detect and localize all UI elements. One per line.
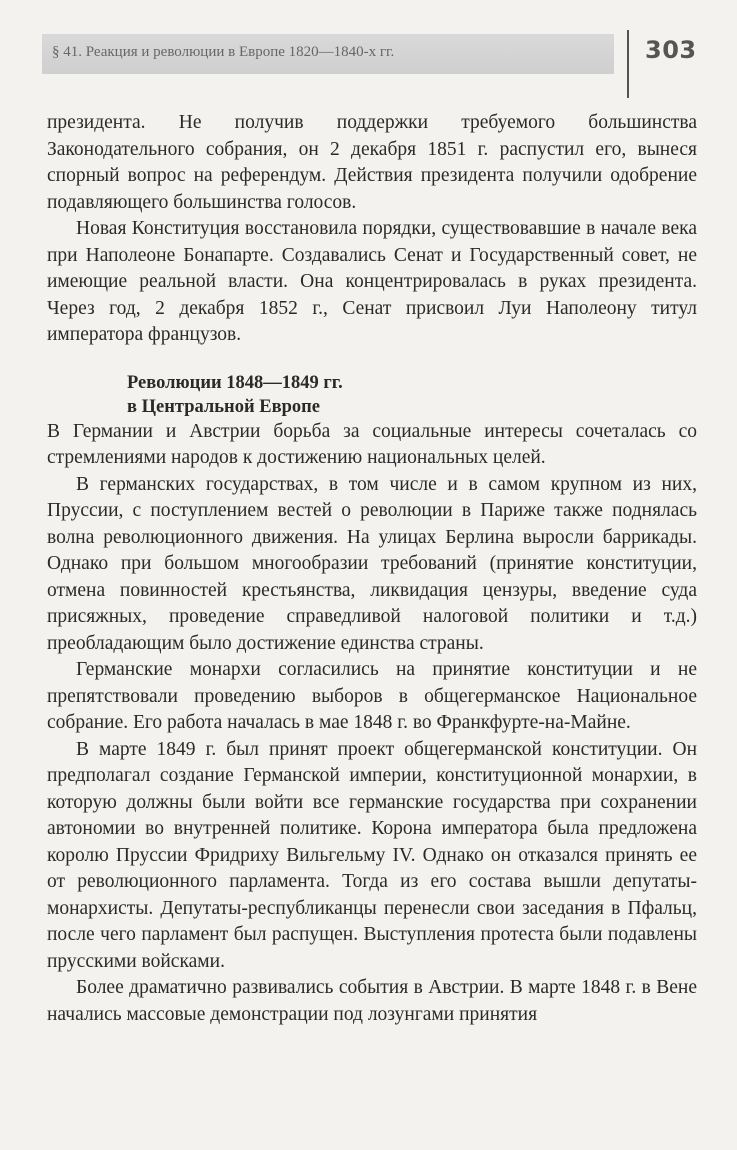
paragraph: президента. Не получив поддержки требуемого большинства Законодательного собрания, он 2 декабря 1851 г. распустил его, вынеся спорный вопрос на референдум. Действия президента получили одобрение подавляющего большинства голосов. — [47, 112, 697, 213]
section-heading-line: в Центральной Европе — [127, 396, 320, 417]
paragraph: Новая Конституция восстановила порядки, существовавшие в начале века при Наполеоне Бонапарте. Создавались Сенат и Государственный совет, не имеющие реальной власти. Она концентрировалась в руках президента. Через год, 2 декабря 1852 г., Сенат присвоил Луи Наполеону титул императора французов. — [47, 218, 697, 345]
body-text — [47, 110, 697, 1028]
page-number: 303 — [645, 36, 697, 64]
header-divider — [627, 30, 629, 98]
section-heading — [127, 371, 697, 419]
paragraph: В германских государствах, в том числе и в самом крупном из них, Пруссии, с поступлением вестей о революции в Париже также поднялась волна революционного движения. На улицах Берлина выросли баррикады. Однако при большом многообразии требований (принятие конституции, отмена повинностей крестьянства, ликвидация цензуры, введение суда присяжных, проведение справедливой налоговой политики и т.д.) преобладающим было достижение единства страны. — [47, 473, 697, 654]
paragraph: В Германии и Австрии борьба за социальные интересы сочеталась со стремлениями народов к достижению национальных целей. — [47, 420, 697, 468]
paragraph: В марте 1849 г. был принят проект общегерманской конституции. Он предполагал создание Германской империи, конституционной монархии, в которую должны были войти все германские государства при сохранении автономии во внутренней политике. Корона императора была предложена королю Пруссии Фридриху Вильгельму IV. Однако он отказался принять ее от революционного парламента. Тогда из его состава вышли депутаты-монархисты. Депутаты-республиканцы перенесли свои заседания в Пфальц, после чего парламент был распущен. Выступления протеста были подавлены прусскими войсками. — [47, 738, 697, 972]
paragraph: Германские монархи согласились на принятие конституции и не препятствовали проведению выборов в общегерманское Национальное собрание. Его работа началась в мае 1848 г. во Франкфурте-на-Майне. — [47, 659, 697, 733]
section-heading-line: Революции 1848—1849 гг. — [127, 372, 343, 393]
paragraph: Более драматично развивались события в Австрии. В марте 1848 г. в Вене начались массовые демонстрации под лозунгами принятия — [47, 977, 697, 1025]
running-header-title: § 41. Реакция и революции в Европе 1820—1840-х гг. — [52, 44, 395, 60]
